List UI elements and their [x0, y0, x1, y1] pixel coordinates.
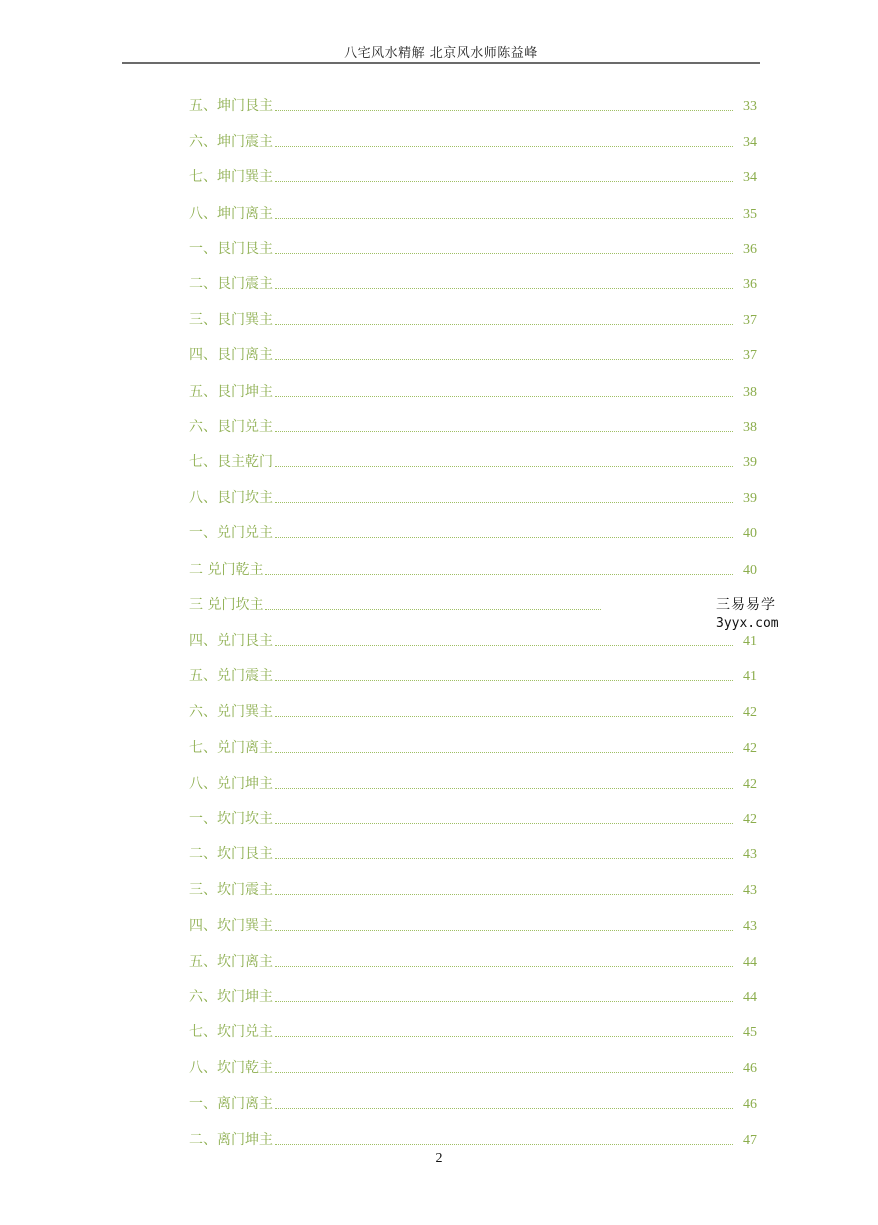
toc-entry-title: 五、兑门震主: [189, 668, 273, 684]
toc-entry[interactable]: [189, 238, 757, 258]
toc-entry-page: 34: [743, 170, 757, 185]
toc-entry[interactable]: [189, 1093, 757, 1113]
toc-entry[interactable]: [189, 843, 757, 863]
toc-leader-dots: [275, 893, 733, 895]
toc-entry-page: 39: [743, 491, 757, 506]
toc-leader-dots: [275, 857, 733, 859]
toc-leader-dots: [275, 501, 733, 503]
toc-leader-dots: [275, 1107, 733, 1109]
toc-leader-dots: [275, 217, 733, 219]
toc-entry-page: 39: [743, 455, 757, 470]
toc-entry[interactable]: [189, 166, 757, 186]
toc-leader-dots: [275, 965, 733, 967]
watermark-name: 三易易学: [716, 597, 776, 613]
toc-entry[interactable]: [189, 1021, 757, 1041]
toc-entry-title: 六、坤门震主: [189, 134, 273, 150]
toc-entry[interactable]: [189, 203, 757, 223]
toc-leader-dots: [275, 679, 733, 681]
toc-entry-title: 八、坤门离主: [189, 206, 273, 222]
toc-entry-title: 一、坎门坎主: [189, 811, 273, 827]
toc-leader-dots: [275, 252, 733, 254]
toc-leader-dots: [275, 644, 733, 646]
toc-entry[interactable]: [189, 665, 757, 685]
toc-entry-title: 三 兑门坎主: [189, 597, 264, 613]
toc-leader-dots: [275, 1000, 733, 1002]
toc-entry-page: 43: [743, 847, 757, 862]
toc-entry-title: 四、坎门巽主: [189, 918, 273, 934]
toc-entry-title: 七、兑门离主: [189, 740, 273, 756]
toc-entry[interactable]: [189, 808, 757, 828]
toc-entry[interactable]: [189, 986, 757, 1006]
toc-entry[interactable]: [189, 773, 757, 793]
toc-entry[interactable]: [189, 381, 757, 401]
toc-entry-title: 六、坎门坤主: [189, 989, 273, 1005]
toc-entry-page: 34: [743, 135, 757, 150]
toc-entry[interactable]: [189, 1057, 757, 1077]
toc-leader-dots: [275, 1143, 733, 1145]
page-header-title: 八宅风水精解 北京风水师陈益峰: [344, 46, 538, 61]
toc-entry-title: 一、离门离主: [189, 1096, 273, 1112]
toc-leader-dots: [275, 287, 733, 289]
toc-entry-page: 41: [743, 669, 757, 684]
toc-entry-title: 六、艮门兑主: [189, 419, 273, 435]
toc-entry[interactable]: [189, 451, 757, 471]
toc-entry[interactable]: [189, 416, 757, 436]
toc-leader-dots: [275, 1071, 733, 1073]
toc-entry-title: 七、艮主乾门: [189, 454, 273, 470]
toc-leader-dots: [275, 145, 733, 147]
toc-entry-page: 45: [743, 1025, 757, 1040]
toc-entry[interactable]: [189, 915, 757, 935]
toc-entry[interactable]: [189, 131, 757, 151]
toc-entry-title: 一、艮门艮主: [189, 241, 273, 257]
toc-leader-dots: [275, 109, 733, 111]
toc-entry[interactable]: [189, 701, 757, 721]
toc-leader-dots: [275, 430, 733, 432]
toc-entry[interactable]: [189, 630, 757, 650]
toc-entry-page: 33: [743, 99, 757, 114]
toc-leader-dots: [275, 358, 733, 360]
toc-entry-page: 40: [743, 563, 757, 578]
toc-entry[interactable]: [189, 344, 757, 364]
toc-entry-page: 42: [743, 705, 757, 720]
toc-entry-page: 47: [743, 1133, 757, 1148]
toc-entry-page: 37: [743, 348, 757, 363]
toc-entry-page: 46: [743, 1061, 757, 1076]
toc-entry-title: 二 兑门乾主: [189, 562, 264, 578]
toc-entry-page: 40: [743, 526, 757, 541]
toc-entry-page: 44: [743, 955, 757, 970]
toc-entry-page: 42: [743, 812, 757, 827]
toc-leader-dots: [275, 751, 733, 753]
toc-entry-title: 七、坤门巽主: [189, 169, 273, 185]
toc-entry-title: 六、兑门巽主: [189, 704, 273, 720]
toc-entry[interactable]: [189, 1129, 757, 1149]
toc-entry-page: 43: [743, 919, 757, 934]
toc-entry-page: 42: [743, 777, 757, 792]
toc-entry-page: 37: [743, 313, 757, 328]
toc-leader-dots: [275, 715, 733, 717]
toc-leader-dots: [275, 536, 733, 538]
toc-entry-page: 42: [743, 741, 757, 756]
toc-leader-dots: [275, 323, 733, 325]
toc-entry-title: 五、坤门艮主: [189, 98, 273, 114]
toc-entry-page: 38: [743, 420, 757, 435]
toc-leader-dots: [265, 608, 601, 610]
toc-entry-title: 三、艮门巽主: [189, 312, 273, 328]
toc-entry[interactable]: [189, 95, 757, 115]
toc-entry-page: 46: [743, 1097, 757, 1112]
toc-entry-title: 四、兑门艮主: [189, 633, 273, 649]
toc-entry-title: 五、坎门离主: [189, 954, 273, 970]
toc-entry[interactable]: [189, 951, 757, 971]
toc-entry-title: 二、离门坤主: [189, 1132, 273, 1148]
toc-entry[interactable]: [189, 879, 757, 899]
toc-entry-title: 二、坎门艮主: [189, 846, 273, 862]
site-watermark: [716, 594, 796, 631]
toc-entry[interactable]: [189, 273, 757, 293]
watermark-url: 3yyx.com: [716, 616, 779, 631]
toc-leader-dots: [275, 465, 733, 467]
toc-entry-page: 36: [743, 242, 757, 257]
toc-entry-title: 五、艮门坤主: [189, 384, 273, 400]
toc-leader-dots: [265, 573, 733, 575]
toc-entry[interactable]: [189, 522, 757, 542]
toc-entry-title: 八、艮门坎主: [189, 490, 273, 506]
toc-leader-dots: [275, 180, 733, 182]
toc-entry-title: 八、坎门乾主: [189, 1060, 273, 1076]
toc-entry-page: 44: [743, 990, 757, 1005]
toc-entry[interactable]: [189, 487, 757, 507]
toc-entry-title: 七、坎门兑主: [189, 1024, 273, 1040]
toc-entry[interactable]: [189, 559, 757, 579]
toc-leader-dots: [275, 395, 733, 397]
toc-entry-title: 四、艮门离主: [189, 347, 273, 363]
toc-entry-title: 八、兑门坤主: [189, 776, 273, 792]
toc-entry[interactable]: [189, 594, 757, 614]
toc-entry[interactable]: [189, 737, 757, 757]
toc-entry-title: 三、坎门震主: [189, 882, 273, 898]
toc-leader-dots: [275, 1035, 733, 1037]
toc-entry-page: 35: [743, 207, 757, 222]
page-number: 2: [435, 1151, 443, 1166]
toc-entry-page: 43: [743, 883, 757, 898]
toc-entry-title: 二、艮门震主: [189, 276, 273, 292]
toc-entry-page: 38: [743, 385, 757, 400]
toc-entry-page: 41: [743, 634, 757, 649]
toc-leader-dots: [275, 929, 733, 931]
toc-entry-title: 一、兑门兑主: [189, 525, 273, 541]
toc-entry[interactable]: [189, 309, 757, 329]
toc-leader-dots: [275, 822, 733, 824]
toc-leader-dots: [275, 787, 733, 789]
toc-entry-page: 36: [743, 277, 757, 292]
